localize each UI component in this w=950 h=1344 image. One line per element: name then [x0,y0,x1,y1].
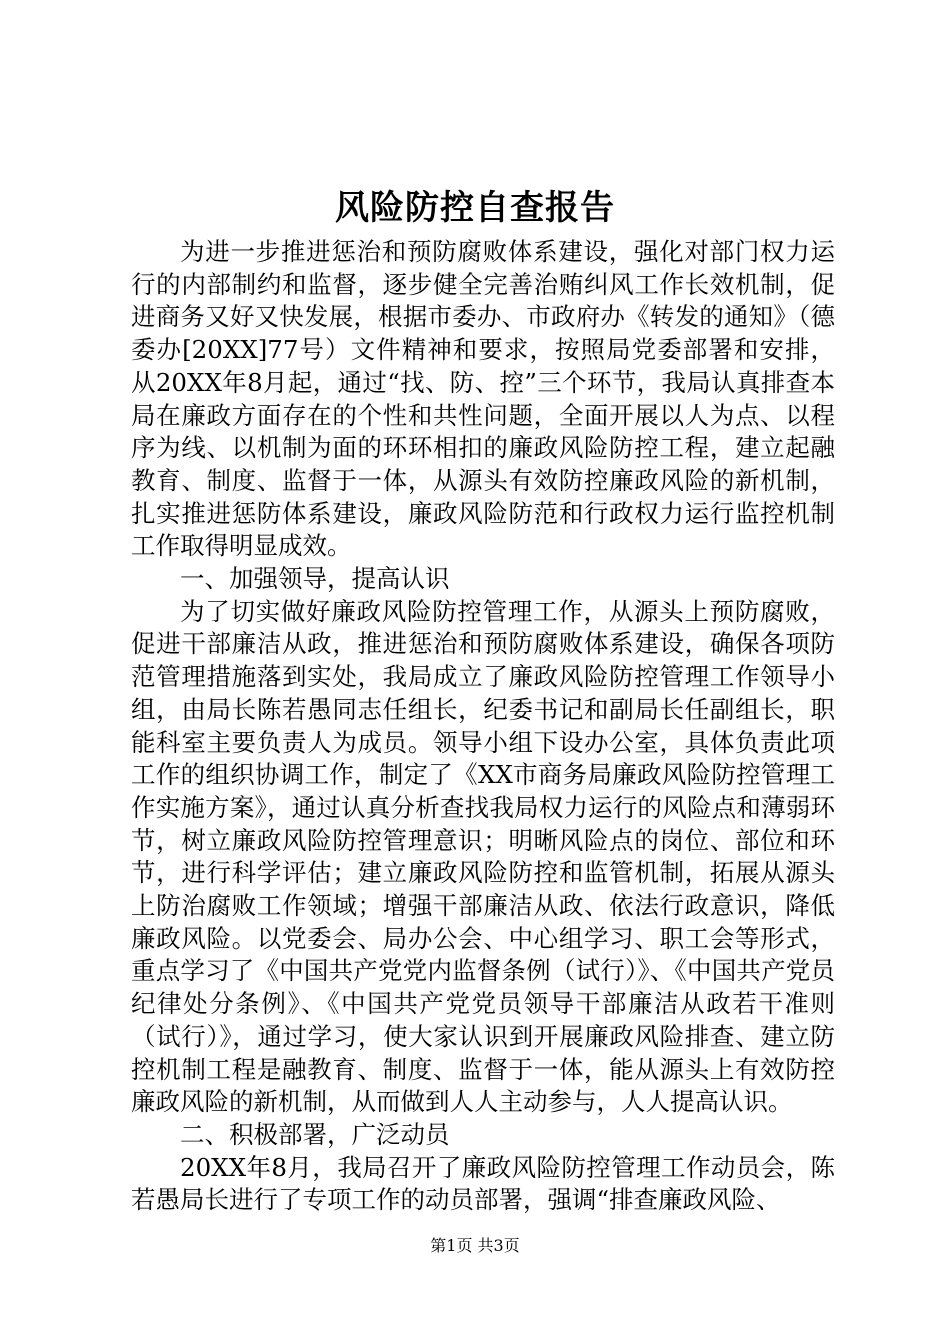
page-footer: 第1页 共3页 [430,1236,520,1255]
section-2-paragraph: 20XX年8月，我局召开了廉政风险防控管理工作动员会，陈若愚局长进行了专项工作的动员部署，强调“排查廉政风险、 [131,1152,835,1215]
document-title: 风险防控自查报告 [335,188,615,228]
section-2-heading: 二、积极部署，广泛动员 [180,1119,450,1149]
document-body [131,236,835,1217]
section-1-paragraph: 为了切实做好廉政风险防控管理工作，从源头上预防腐败，促进干部廉洁从政，推进惩治和预防腐败体系建设，确保各项防范管理措施落到实处，我局成立了廉政风险防控管理工作领导小组，由局长陈若愚同志任组长，纪委书记和副局长任副组长，职能科室主要负责人为成员。领导小组下设办公室，具体负责此项工作的组织协调工作，制定了《XX市商务局廉政风险防控管理工作实施方案》，通过认真分析查找我局权力运行的风险点和薄弱环节，树立廉政风险防控管理意识；明晰风险点的岗位、部位和环节，进行科学评估；建立廉政风险防控和监管机制，拓展从源头上防治腐败工作领域；增强干部廉洁从政、依法行政意识，降低廉政风险。以党委会、局办公会、中心组学习、职工会等形式，重点学习了《中国共产党党内监督条例（试行）》、《中国共产党员纪律处分条例》、《中国共产党党员领导干部廉洁从政若干准则（试行）》，通过学习，使大家认识到开展廉政风险排查、建立防控机制工程是融教育、制度、监督于一体，能从源头上有效防控廉政风险的新机制，从而做到人人主动参与，人人提高认识。 [131,596,835,1117]
section-1-heading: 一、加强领导，提高认识 [180,564,450,594]
intro-paragraph: 为进一步推进惩治和预防腐败体系建设，强化对部门权力运行的内部制约和监督，逐步健全完善治贿纠风工作长效机制，促进商务又好又快发展，根据市委办、市政府办《转发的通知》（德委办[20XX]77号）文件精神和要求，按照局党委部署和安排，从20XX年8月起，通过“找、防、控”三个环节，我局认真排查本局在廉政方面存在的个性和共性问题，全面开展以人为点、以程序为线、以机制为面的环环相扣的廉政风险防控工程，建立起融教育、制度、监督于一体，从源头有效防控廉政风险的新机制，扎实推进惩防体系建设，廉政风险防范和行政权力运行监控机制工作取得明显成效。 [131,237,835,561]
